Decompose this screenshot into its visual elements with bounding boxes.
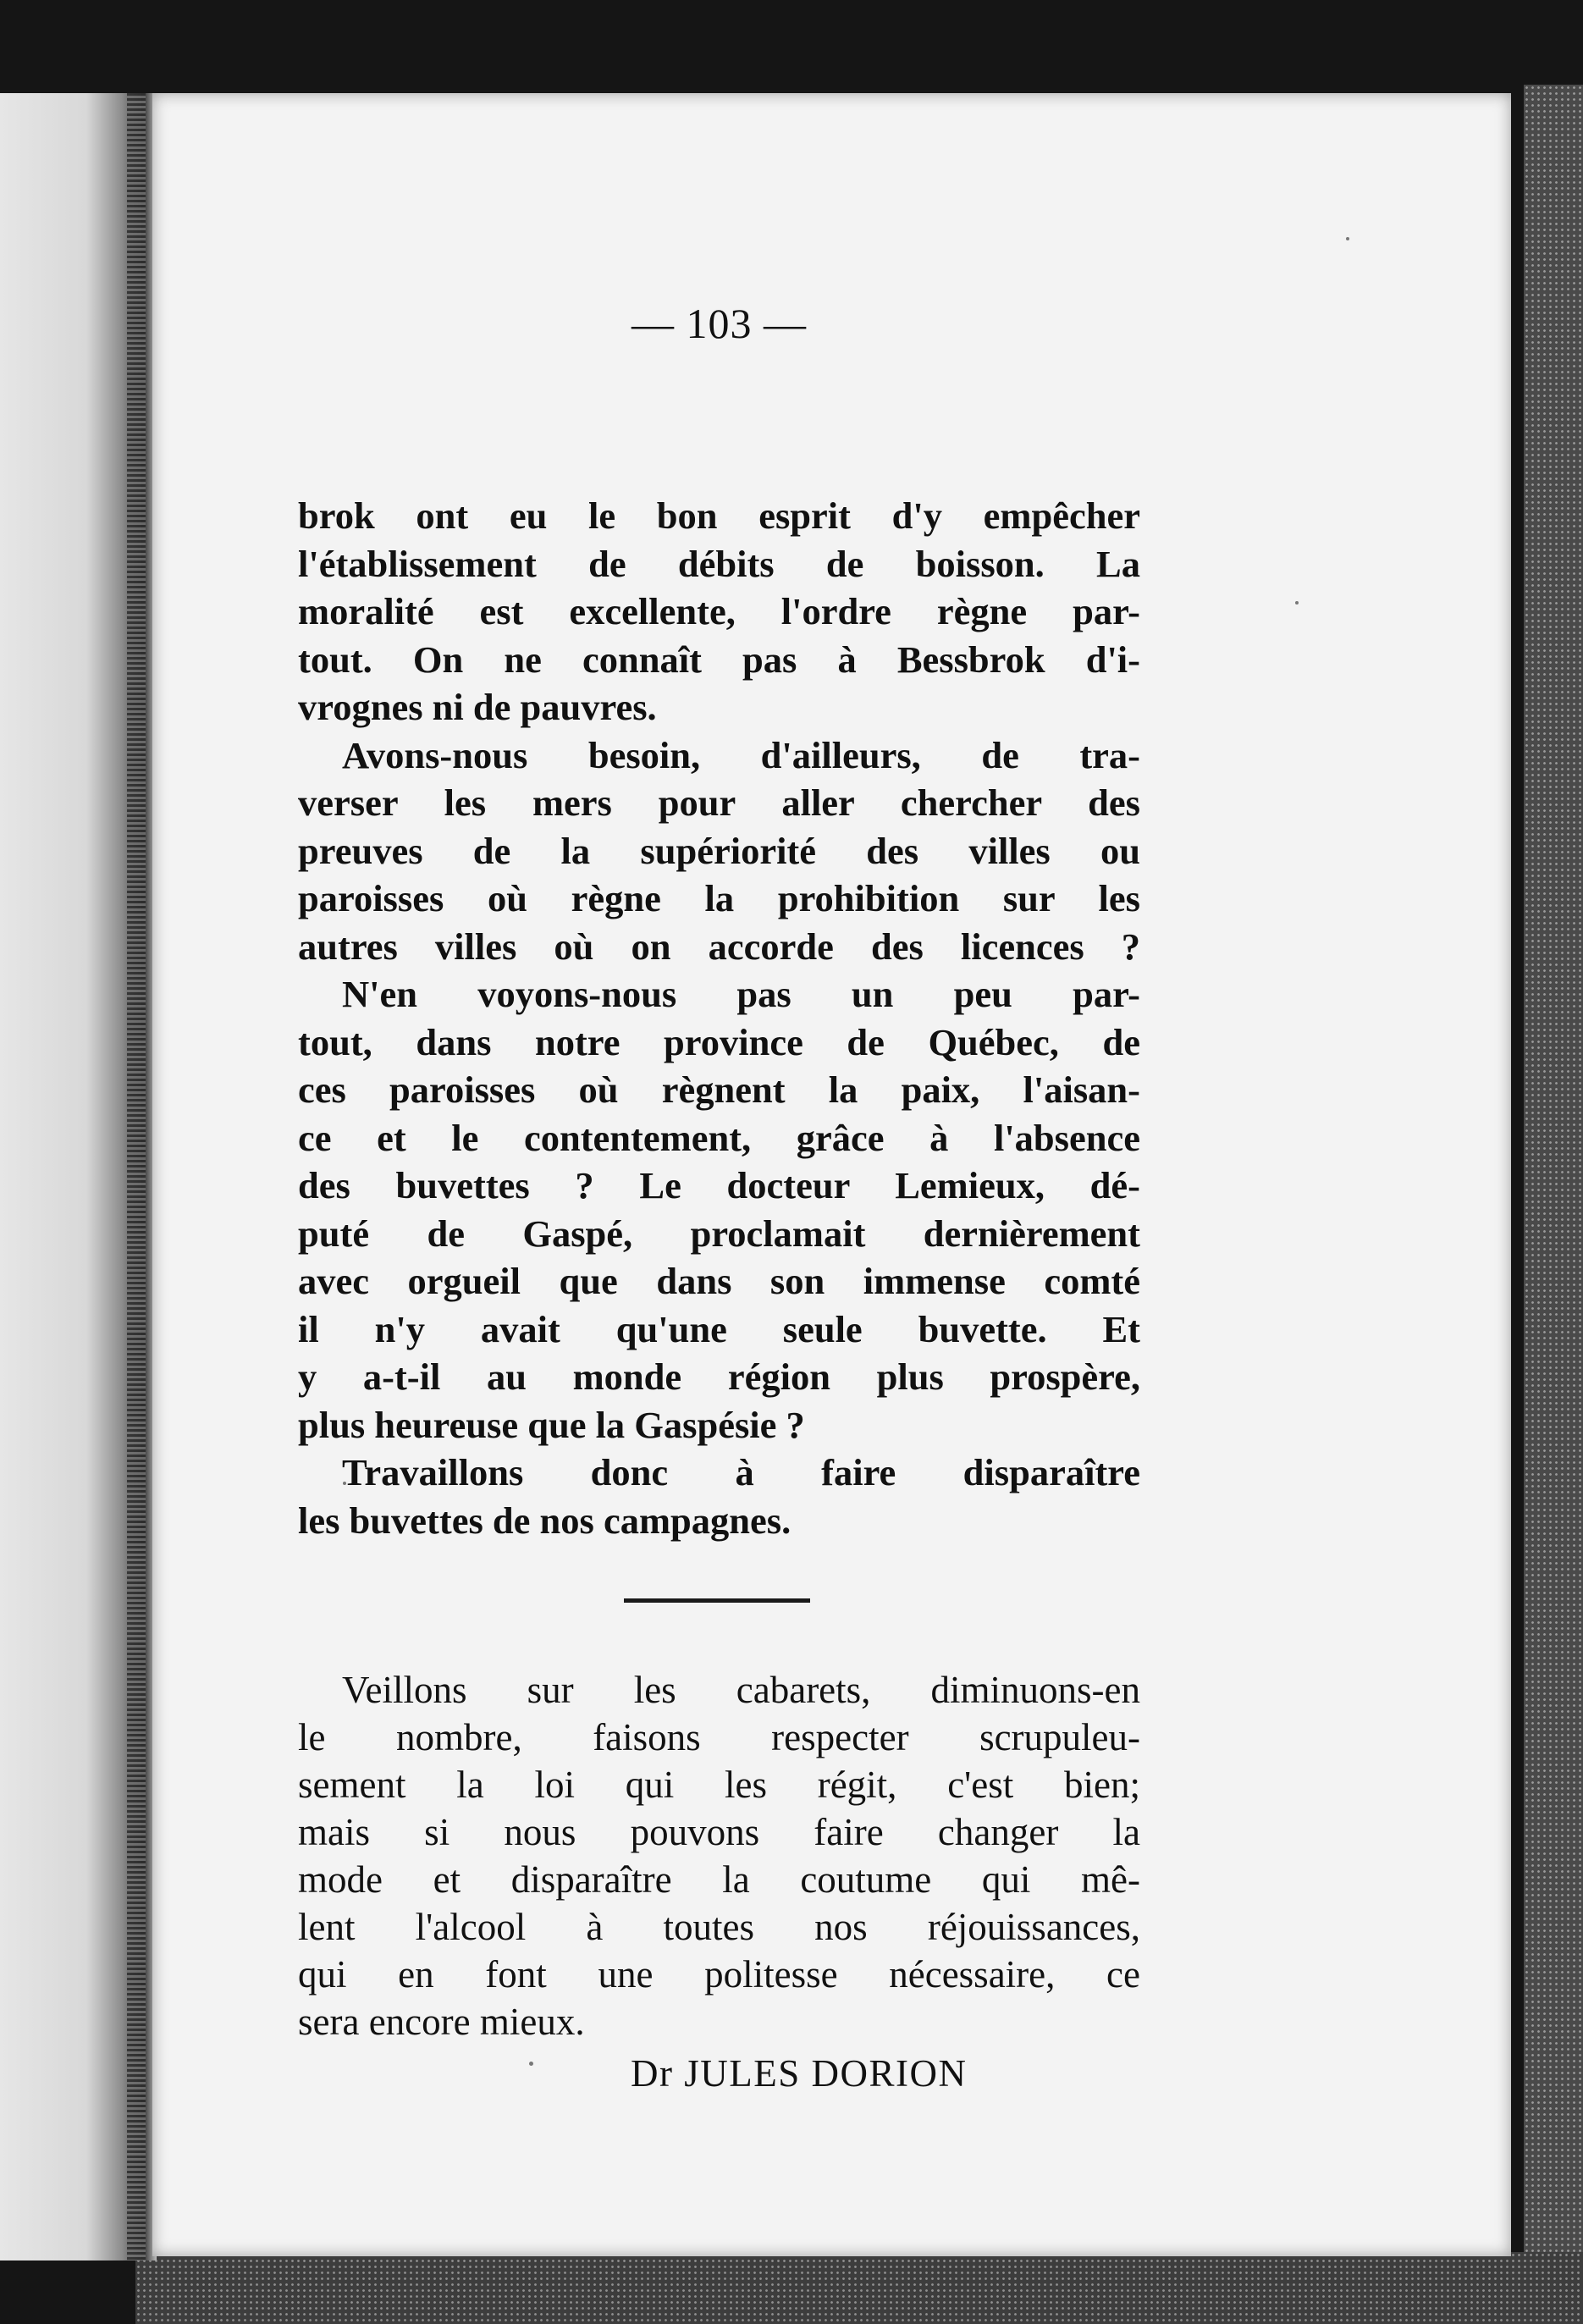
text-line: Veillons sur les cabarets, diminuons-en xyxy=(342,1669,1140,1711)
text-line: sement la loi qui les régit, c'est bien; xyxy=(298,1764,1140,1806)
section-divider xyxy=(624,1598,810,1603)
text-line: sera encore mieux. xyxy=(298,2001,585,2043)
paragraph xyxy=(298,970,1140,1449)
paragraph xyxy=(298,731,1140,971)
text-line: avec orgueil que dans son immense comté xyxy=(298,1260,1140,1302)
spine-binding-texture xyxy=(127,93,146,2261)
scanner-border-right xyxy=(1524,85,1583,2324)
text-line: Avons-nous besoin, d'ailleurs, de tra- xyxy=(342,733,1140,776)
book-page xyxy=(152,93,1511,2256)
text-line: mais si nous pouvons faire changer la xyxy=(298,1811,1140,1853)
text-line: puté de Gaspé, proclamait dernièrement xyxy=(298,1212,1140,1255)
text-line: tout, dans notre province de Québec, de xyxy=(298,1020,1140,1063)
text-line: preuves de la supériorité des villes ou xyxy=(298,829,1140,872)
text-line: plus heureuse que la Gaspésie ? xyxy=(298,1403,805,1446)
text-line: il n'y avait qu'une seule buvette. Et xyxy=(298,1307,1140,1350)
text-line: Travaillons donc à faire disparaître xyxy=(342,1451,1140,1493)
text-line: brok ont eu le bon esprit d'y empêcher xyxy=(298,494,1140,537)
text-line: autres villes où on accorde des licences ? xyxy=(298,925,1140,968)
text-line: moralité est excellente, l'ordre règne par- xyxy=(298,590,1140,632)
text-line: le nombre, faisons respecter scrupuleu- xyxy=(298,1716,1140,1758)
dust-speck xyxy=(529,2062,533,2066)
text-line: vrognes ni de pauvres. xyxy=(298,686,657,728)
text-line: lent l'alcool à toutes nos réjouissances, xyxy=(298,1906,1140,1948)
text-line: mode et disparaître la coutume qui mê- xyxy=(298,1858,1140,1901)
text-line: N'en voyons-nous pas un peu par- xyxy=(342,973,1140,1015)
text-line: paroisses où règne la prohibition sur les xyxy=(298,877,1140,919)
dust-speck xyxy=(1295,601,1299,604)
quote-paragraph xyxy=(298,1666,1140,2045)
text-line: qui en font une politesse nécessaire, ce xyxy=(298,1953,1140,1996)
text-line: verser les mers pour aller chercher des xyxy=(298,781,1140,824)
main-text xyxy=(298,492,1140,1544)
quote-text xyxy=(298,1666,1140,2045)
text-line: l'établissement de débits de boisson. La xyxy=(298,542,1140,585)
text-line: les buvettes de nos campagnes. xyxy=(298,1499,792,1542)
paragraph xyxy=(298,1449,1140,1544)
signature: Dr JULES DORION xyxy=(631,2052,968,2095)
scanner-border-bottom xyxy=(135,2252,1583,2324)
text-line: ces paroisses où règnent la paix, l'aisan- xyxy=(298,1068,1140,1111)
paragraph xyxy=(298,492,1140,731)
text-line: ce et le contentement, grâce à l'absence xyxy=(298,1116,1140,1159)
text-line: des buvettes ? Le docteur Lemieux, dé- xyxy=(298,1164,1140,1206)
text-line: y a-t-il au monde région plus prospère, xyxy=(298,1355,1140,1398)
page-number: — 103 — xyxy=(632,300,807,347)
dust-speck xyxy=(1346,237,1349,240)
text-line: tout. On ne connaît pas à Bessbrok d'i- xyxy=(298,638,1140,681)
